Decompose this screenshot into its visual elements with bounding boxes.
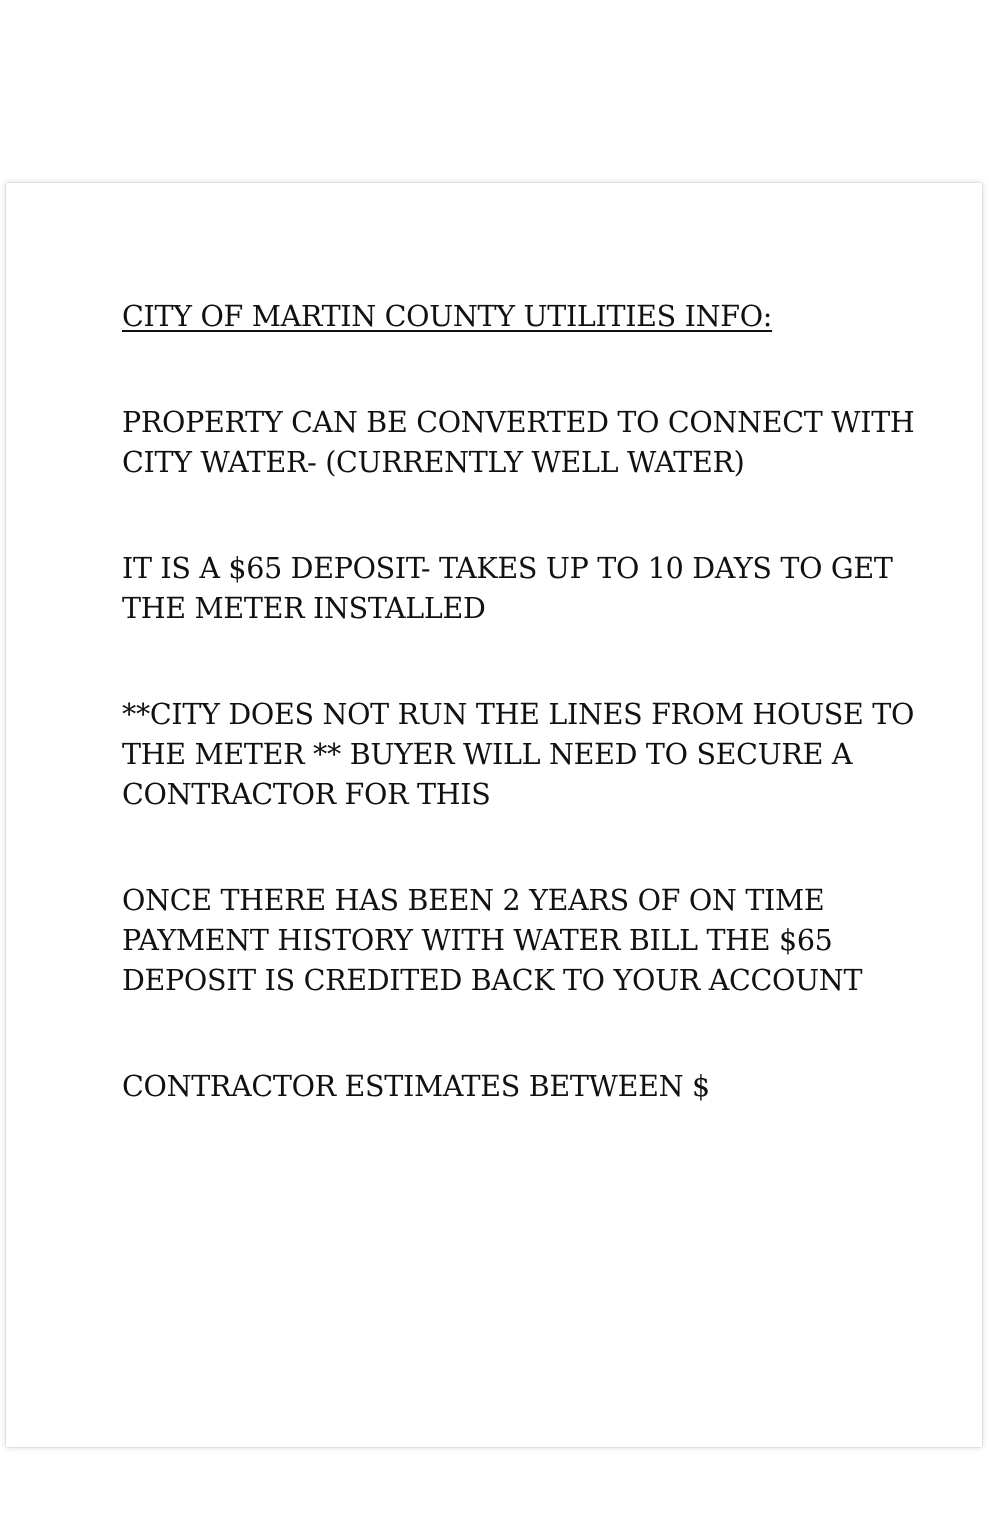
paragraph-line: PROPERTY CAN BE CONVERTED TO CONNECT WITH — [122, 406, 915, 439]
paragraph-line: IT IS A $65 DEPOSIT- TAKES UP TO 10 DAYS TO GET — [122, 552, 893, 585]
paragraph-line: CONTRACTOR ESTIMATES BETWEEN $ — [122, 1070, 710, 1103]
paragraph-line: THE METER ** BUYER WILL NEED TO SECURE A — [122, 738, 853, 771]
paragraph-line: **CITY DOES NOT RUN THE LINES FROM HOUSE TO — [122, 698, 915, 731]
paragraph-line: THE METER INSTALLED — [122, 592, 486, 625]
paragraph-contractor-estimates — [122, 1067, 882, 1107]
paragraph-line: CITY WATER- (CURRENTLY WELL WATER) — [122, 446, 745, 479]
paragraph-lines-notice — [122, 695, 915, 815]
paragraph-line: CONTRACTOR FOR THIS — [122, 778, 491, 811]
paragraph-line: DEPOSIT IS CREDITED BACK TO YOUR ACCOUNT — [122, 964, 863, 997]
paragraph-deposit-credit — [122, 881, 882, 1001]
paragraph-line: PAYMENT HISTORY WITH WATER BILL THE $65 — [122, 924, 833, 957]
document-heading: CITY OF MARTIN COUNTY UTILITIES INFO: — [122, 300, 773, 333]
document-page — [6, 183, 982, 1447]
document-content — [122, 297, 915, 1107]
paragraph-deposit — [122, 549, 893, 629]
paragraph-city-water — [122, 403, 915, 483]
paragraph-line: ONCE THERE HAS BEEN 2 YEARS OF ON TIME — [122, 884, 825, 917]
